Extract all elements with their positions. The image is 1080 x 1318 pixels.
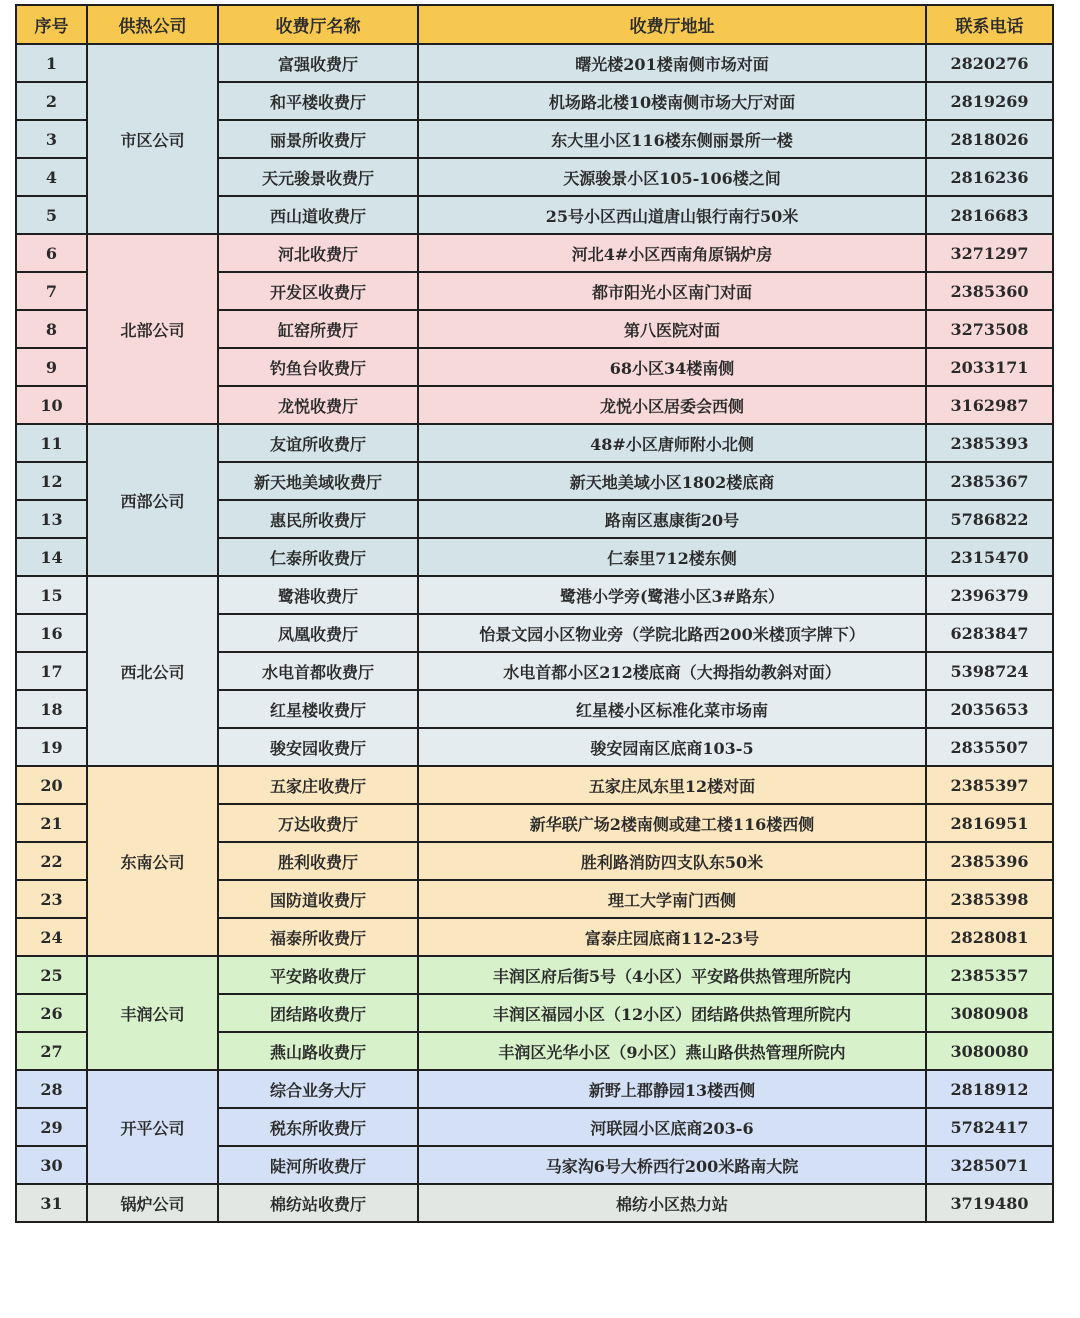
row-number: 7 xyxy=(16,272,87,310)
phone-cell: 2818912 xyxy=(926,1070,1053,1108)
phone-cell: 2816951 xyxy=(926,804,1053,842)
phone-cell: 2396379 xyxy=(926,576,1053,614)
address-cell: 理工大学南门西侧 xyxy=(418,880,926,918)
header-row xyxy=(16,5,1053,44)
table-row xyxy=(16,576,1053,614)
hall-name-cell: 西山道收费厅 xyxy=(218,196,418,234)
phone-cell: 2033171 xyxy=(926,348,1053,386)
address-cell: 丰润区府后街5号（4小区）平安路供热管理所院内 xyxy=(418,956,926,994)
hall-name-cell: 友谊所收费厅 xyxy=(218,424,418,462)
address-cell: 第八医院对面 xyxy=(418,310,926,348)
header-no: 序号 xyxy=(16,5,87,44)
row-number: 23 xyxy=(16,880,87,918)
phone-cell: 2816236 xyxy=(926,158,1053,196)
row-number: 21 xyxy=(16,804,87,842)
table-body xyxy=(16,44,1053,1222)
address-cell: 龙悦小区居委会西侧 xyxy=(418,386,926,424)
address-cell: 都市阳光小区南门对面 xyxy=(418,272,926,310)
row-number: 31 xyxy=(16,1184,87,1222)
hall-name-cell: 综合业务大厅 xyxy=(218,1070,418,1108)
address-cell: 河北4#小区西南角原锅炉房 xyxy=(418,234,926,272)
hall-name-cell: 龙悦收费厅 xyxy=(218,386,418,424)
phone-cell: 2819269 xyxy=(926,82,1053,120)
address-cell: 仁泰里712楼东侧 xyxy=(418,538,926,576)
hall-name-cell: 水电首都收费厅 xyxy=(218,652,418,690)
address-cell: 新华联广场2楼南侧或建工楼116楼西侧 xyxy=(418,804,926,842)
row-number: 12 xyxy=(16,462,87,500)
hall-name-cell: 和平楼收费厅 xyxy=(218,82,418,120)
row-number: 10 xyxy=(16,386,87,424)
row-number: 29 xyxy=(16,1108,87,1146)
row-number: 6 xyxy=(16,234,87,272)
phone-cell: 2828081 xyxy=(926,918,1053,956)
row-number: 19 xyxy=(16,728,87,766)
address-cell: 鹭港小学旁(鹭港小区3#路东） xyxy=(418,576,926,614)
table-row xyxy=(16,424,1053,462)
row-number: 14 xyxy=(16,538,87,576)
phone-cell: 2315470 xyxy=(926,538,1053,576)
address-cell: 25号小区西山道唐山银行南行50米 xyxy=(418,196,926,234)
row-number: 25 xyxy=(16,956,87,994)
hall-name-cell: 仁泰所收费厅 xyxy=(218,538,418,576)
row-number: 20 xyxy=(16,766,87,804)
hall-name-cell: 税东所收费厅 xyxy=(218,1108,418,1146)
address-cell: 68小区34楼南侧 xyxy=(418,348,926,386)
row-number: 13 xyxy=(16,500,87,538)
row-number: 2 xyxy=(16,82,87,120)
address-cell: 马家沟6号大桥西行200米路南大院 xyxy=(418,1146,926,1184)
phone-cell: 2820276 xyxy=(926,44,1053,82)
phone-cell: 2385396 xyxy=(926,842,1053,880)
table-row xyxy=(16,44,1053,82)
phone-cell: 3719480 xyxy=(926,1184,1053,1222)
payment-halls-table xyxy=(15,4,1054,1223)
hall-name-cell: 缸窑所费厅 xyxy=(218,310,418,348)
company-cell: 西部公司 xyxy=(87,424,218,576)
row-number: 8 xyxy=(16,310,87,348)
company-cell: 西北公司 xyxy=(87,576,218,766)
table-row xyxy=(16,1070,1053,1108)
address-cell: 48#小区唐师附小北侧 xyxy=(418,424,926,462)
row-number: 4 xyxy=(16,158,87,196)
phone-cell: 2385393 xyxy=(926,424,1053,462)
address-cell: 胜利路消防四支队东50米 xyxy=(418,842,926,880)
phone-cell: 3080908 xyxy=(926,994,1053,1032)
company-cell: 北部公司 xyxy=(87,234,218,424)
address-cell: 丰润区光华小区（9小区）燕山路供热管理所院内 xyxy=(418,1032,926,1070)
address-cell: 红星楼小区标准化菜市场南 xyxy=(418,690,926,728)
row-number: 16 xyxy=(16,614,87,652)
address-cell: 富泰庄园底商112-23号 xyxy=(418,918,926,956)
company-cell: 锅炉公司 xyxy=(87,1184,218,1222)
company-cell: 开平公司 xyxy=(87,1070,218,1184)
hall-name-cell: 团结路收费厅 xyxy=(218,994,418,1032)
address-cell: 丰润区福园小区（12小区）团结路供热管理所院内 xyxy=(418,994,926,1032)
table-row xyxy=(16,234,1053,272)
hall-name-cell: 天元骏景收费厅 xyxy=(218,158,418,196)
address-cell: 五家庄凤东里12楼对面 xyxy=(418,766,926,804)
phone-cell: 3162987 xyxy=(926,386,1053,424)
address-cell: 天源骏景小区105-106楼之间 xyxy=(418,158,926,196)
address-cell: 棉纺小区热力站 xyxy=(418,1184,926,1222)
address-cell: 新天地美域小区1802楼底商 xyxy=(418,462,926,500)
address-cell: 路南区惠康街20号 xyxy=(418,500,926,538)
row-number: 18 xyxy=(16,690,87,728)
hall-name-cell: 新天地美域收费厅 xyxy=(218,462,418,500)
row-number: 17 xyxy=(16,652,87,690)
company-cell: 丰润公司 xyxy=(87,956,218,1070)
hall-name-cell: 鹭港收费厅 xyxy=(218,576,418,614)
hall-name-cell: 骏安园收费厅 xyxy=(218,728,418,766)
hall-name-cell: 胜利收费厅 xyxy=(218,842,418,880)
phone-cell: 3273508 xyxy=(926,310,1053,348)
row-number: 28 xyxy=(16,1070,87,1108)
hall-name-cell: 惠民所收费厅 xyxy=(218,500,418,538)
table-row xyxy=(16,1184,1053,1222)
hall-name-cell: 燕山路收费厅 xyxy=(218,1032,418,1070)
row-number: 5 xyxy=(16,196,87,234)
phone-cell: 2385397 xyxy=(926,766,1053,804)
address-cell: 机场路北楼10楼南侧市场大厅对面 xyxy=(418,82,926,120)
row-number: 9 xyxy=(16,348,87,386)
phone-cell: 2835507 xyxy=(926,728,1053,766)
phone-cell: 2385398 xyxy=(926,880,1053,918)
table-row xyxy=(16,956,1053,994)
row-number: 24 xyxy=(16,918,87,956)
row-number: 30 xyxy=(16,1146,87,1184)
hall-name-cell: 陡河所收费厅 xyxy=(218,1146,418,1184)
phone-cell: 5782417 xyxy=(926,1108,1053,1146)
phone-cell: 3080080 xyxy=(926,1032,1053,1070)
phone-cell: 5398724 xyxy=(926,652,1053,690)
table-row xyxy=(16,766,1053,804)
address-cell: 曙光楼201楼南侧市场对面 xyxy=(418,44,926,82)
phone-cell: 5786822 xyxy=(926,500,1053,538)
header-address: 收费厅地址 xyxy=(418,5,926,44)
header-company: 供热公司 xyxy=(87,5,218,44)
address-cell: 新野上郡静园13楼西侧 xyxy=(418,1070,926,1108)
address-cell: 河联园小区底商203-6 xyxy=(418,1108,926,1146)
phone-cell: 3285071 xyxy=(926,1146,1053,1184)
row-number: 22 xyxy=(16,842,87,880)
hall-name-cell: 开发区收费厅 xyxy=(218,272,418,310)
header-phone: 联系电话 xyxy=(926,5,1053,44)
hall-name-cell: 河北收费厅 xyxy=(218,234,418,272)
company-cell: 东南公司 xyxy=(87,766,218,956)
hall-name-cell: 钓鱼台收费厅 xyxy=(218,348,418,386)
row-number: 3 xyxy=(16,120,87,158)
hall-name-cell: 平安路收费厅 xyxy=(218,956,418,994)
hall-name-cell: 福泰所收费厅 xyxy=(218,918,418,956)
hall-name-cell: 国防道收费厅 xyxy=(218,880,418,918)
phone-cell: 2816683 xyxy=(926,196,1053,234)
hall-name-cell: 丽景所收费厅 xyxy=(218,120,418,158)
company-cell: 市区公司 xyxy=(87,44,218,234)
row-number: 11 xyxy=(16,424,87,462)
phone-cell: 2818026 xyxy=(926,120,1053,158)
row-number: 27 xyxy=(16,1032,87,1070)
hall-name-cell: 凤凰收费厅 xyxy=(218,614,418,652)
address-cell: 水电首都小区212楼底商（大拇指幼教斜对面） xyxy=(418,652,926,690)
phone-cell: 3271297 xyxy=(926,234,1053,272)
phone-cell: 2385367 xyxy=(926,462,1053,500)
hall-name-cell: 棉纺站收费厅 xyxy=(218,1184,418,1222)
hall-name-cell: 红星楼收费厅 xyxy=(218,690,418,728)
row-number: 15 xyxy=(16,576,87,614)
phone-cell: 2035653 xyxy=(926,690,1053,728)
phone-cell: 6283847 xyxy=(926,614,1053,652)
phone-cell: 2385360 xyxy=(926,272,1053,310)
hall-name-cell: 万达收费厅 xyxy=(218,804,418,842)
row-number: 1 xyxy=(16,44,87,82)
header-hall-name: 收费厅名称 xyxy=(218,5,418,44)
phone-cell: 2385357 xyxy=(926,956,1053,994)
address-cell: 东大里小区116楼东侧丽景所一楼 xyxy=(418,120,926,158)
address-cell: 骏安园南区底商103-5 xyxy=(418,728,926,766)
row-number: 26 xyxy=(16,994,87,1032)
hall-name-cell: 富强收费厅 xyxy=(218,44,418,82)
address-cell: 怡景文园小区物业旁（学院北路西200米楼顶字牌下） xyxy=(418,614,926,652)
hall-name-cell: 五家庄收费厅 xyxy=(218,766,418,804)
